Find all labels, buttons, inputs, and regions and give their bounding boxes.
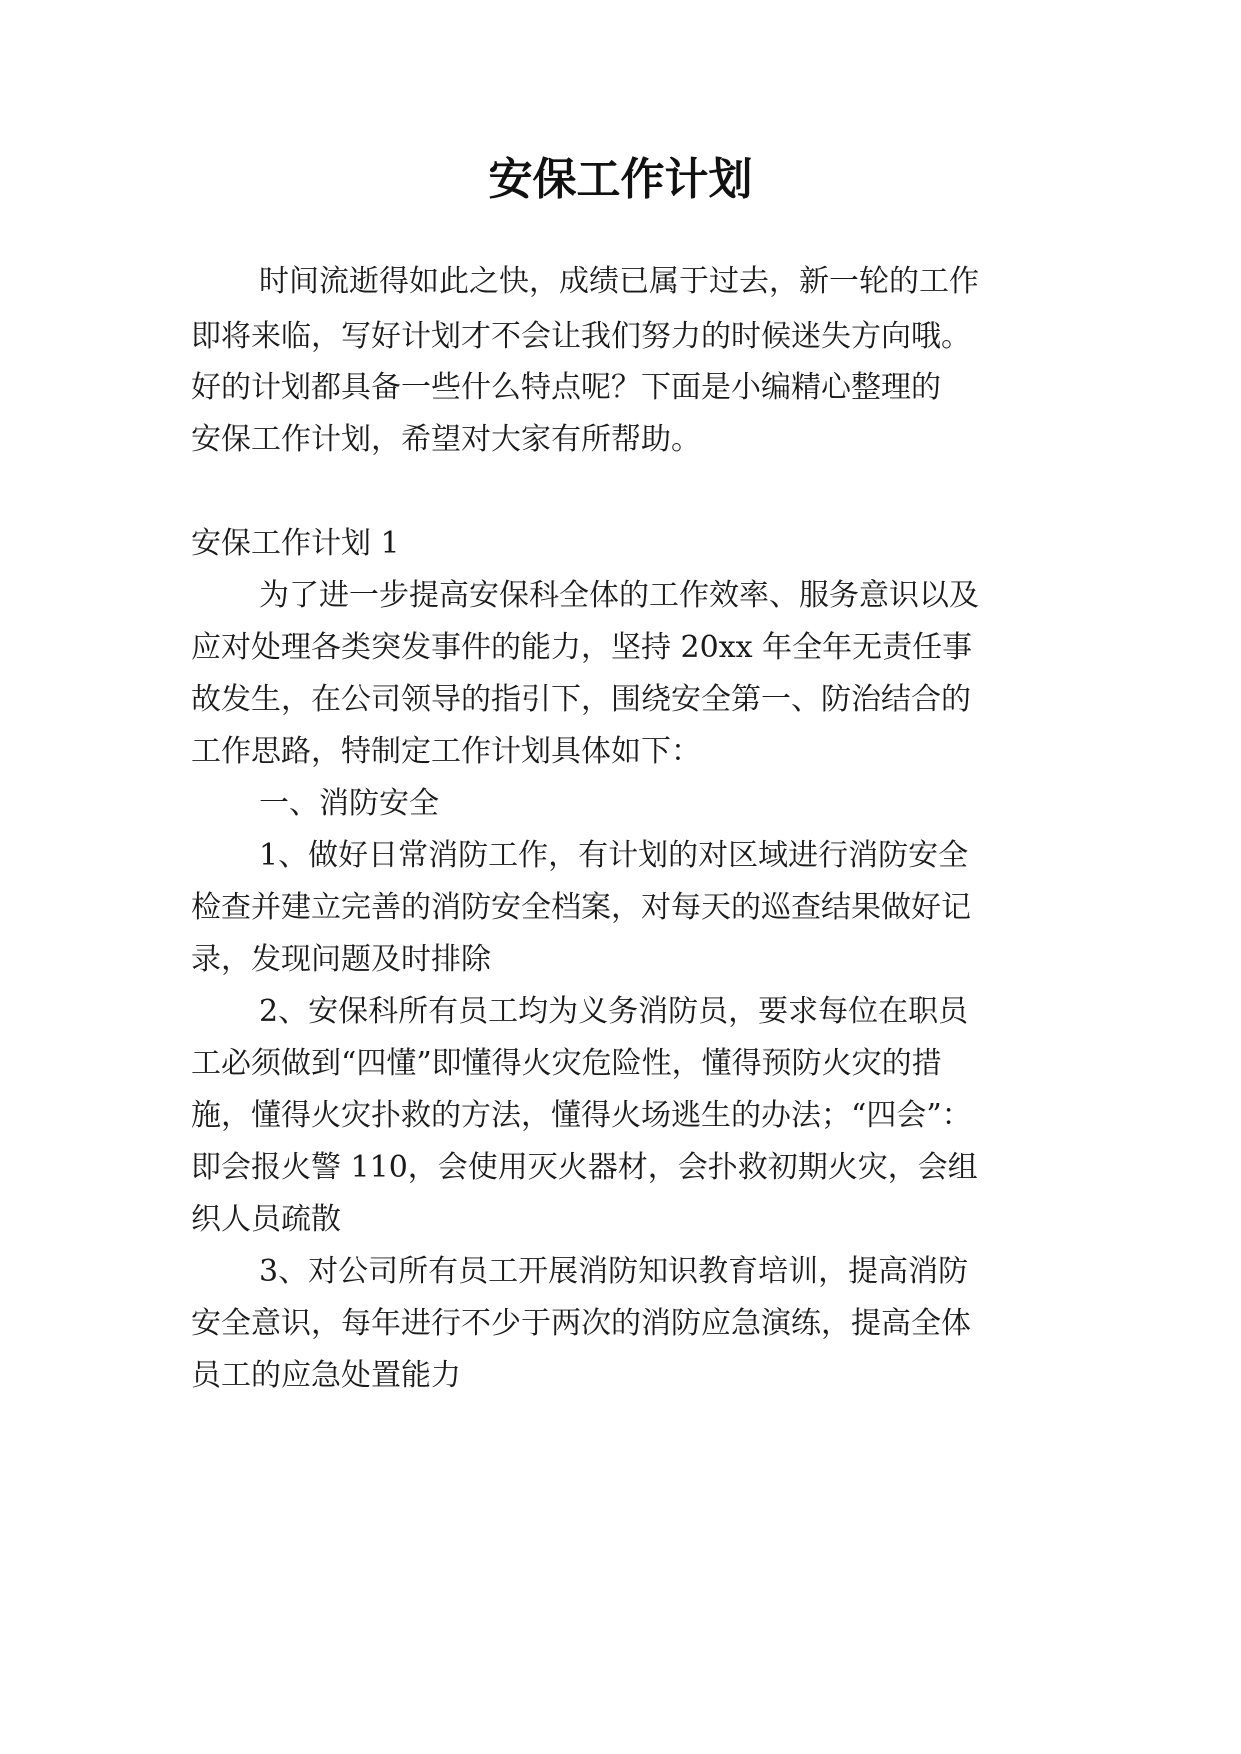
list-item-line: 即会报火警 110，会使用灭火器材，会扑救初期火灾，会组 <box>191 1150 978 1185</box>
list-item-line: 织人员疏散 <box>191 1202 341 1237</box>
intro-line: 安保工作计划，希望对大家有所帮助。 <box>191 422 701 457</box>
list-item-line: 2、安保科所有员工均为义务消防员，要求每位在职员 <box>259 994 969 1029</box>
intro-line: 即将来临，写好计划才不会让我们努力的时候迷失方向哦。 <box>191 319 971 354</box>
section-heading: 安保工作计划 1 <box>191 526 400 561</box>
subheading-fire-safety: 一、消防安全 <box>259 786 439 821</box>
list-item-line: 检查并建立完善的消防安全档案，对每天的巡查结果做好记 <box>191 890 971 925</box>
intro-line: 好的计划都具备一些什么特点呢？下面是小编精心整理的 <box>191 370 941 405</box>
list-item-line: 员工的应急处置能力 <box>191 1358 461 1393</box>
list-item-line: 工必须做到“四懂”即懂得火灾危险性，懂得预防火灾的措 <box>191 1046 942 1081</box>
paragraph-line: 工作思路，特制定工作计划具体如下： <box>191 734 701 769</box>
document-title: 安保工作计划 <box>488 154 753 205</box>
paragraph-line: 应对处理各类突发事件的能力，坚持 20xx 年全年无责任事 <box>191 630 973 665</box>
list-item-line: 录，发现问题及时排除 <box>191 942 491 977</box>
paragraph-line: 为了进一步提高安保科全体的工作效率、服务意识以及 <box>259 578 979 613</box>
list-item-line: 3、对公司所有员工开展消防知识教育培训，提高消防 <box>259 1254 969 1289</box>
list-item-line: 安全意识，每年进行不少于两次的消防应急演练，提高全体 <box>191 1306 971 1341</box>
list-item-line: 施，懂得火灾扑救的方法，懂得火场逃生的办法；“四会”： <box>191 1098 972 1133</box>
list-item-line: 1、做好日常消防工作，有计划的对区域进行消防安全 <box>259 838 969 873</box>
paragraph-line: 故发生，在公司领导的指引下，围绕安全第一、防治结合的 <box>191 682 971 717</box>
intro-line: 时间流逝得如此之快，成绩已属于过去，新一轮的工作 <box>259 264 979 299</box>
